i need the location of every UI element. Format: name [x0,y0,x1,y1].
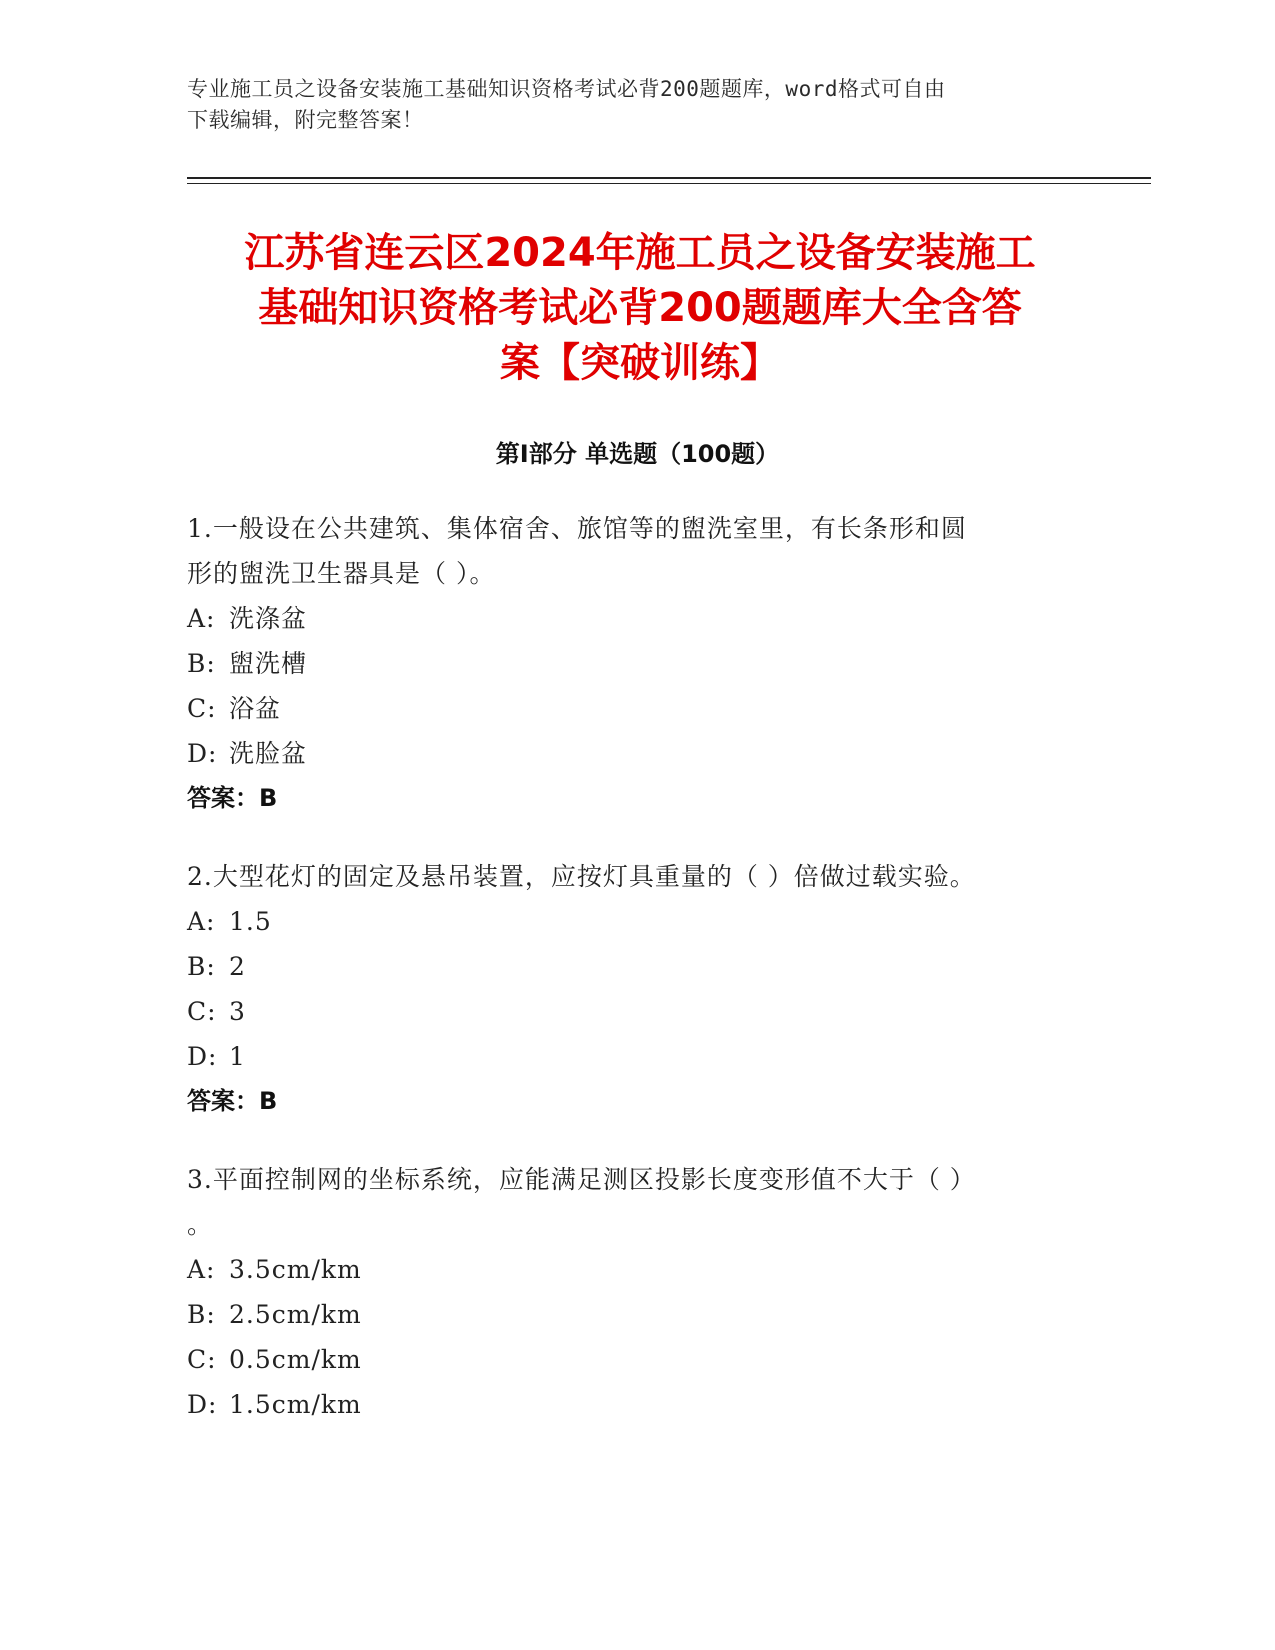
option-text: 洗涤盆 [229,604,308,633]
option-c [187,1337,1067,1382]
option-letter: B: [187,649,216,678]
document-title [160,226,1120,391]
option-a [187,1247,1067,1292]
option-text: 1.5cm/km [229,1390,362,1419]
option-text: 盥洗槽 [229,649,308,678]
question-stem: 2.大型花灯的固定及悬吊装置，应按灯具重量的（ ）倍做过载实验。 [187,862,976,891]
question-stem-continued: 形的盥洗卫生器具是（ ）。 [187,559,496,588]
answer-line: 答案：B [187,784,278,812]
option-text: 1 [229,1042,246,1071]
answer-line: 答案：B [187,1087,278,1115]
option-text: 2 [229,952,246,981]
option-a [187,899,1067,944]
header-note-line-2: 下载编辑，附完整答案！ [187,108,424,132]
document-title-line-1: 江苏省连云区2024年施工员之设备安装施工 [244,230,1036,276]
option-letter: A: [187,1255,216,1284]
option-letter: C: [187,1345,217,1374]
question-2 [187,854,1067,1124]
question-stem: 1.一般设在公共建筑、集体宿舍、旅馆等的盥洗室里，有长条形和圆 [187,514,967,543]
document-title-line-3: 案【突破训练】 [500,340,780,386]
option-c [187,686,1067,731]
option-letter: B: [187,1300,216,1329]
document-title-line-2: 基础知识资格考试必背200题题库大全含答 [258,285,1022,331]
header-rule-thick [187,177,1151,179]
option-text: 3.5cm/km [229,1255,362,1284]
option-letter: D: [187,739,218,768]
option-letter: A: [187,907,216,936]
header-note [187,74,1087,136]
option-letter: D: [187,1042,218,1071]
option-d [187,1034,1067,1079]
option-b [187,641,1067,686]
option-letter: A: [187,604,216,633]
option-text: 浴盆 [229,694,282,723]
option-d [187,1382,1067,1427]
option-c [187,989,1067,1034]
option-letter: D: [187,1390,218,1419]
header-rule-thin [187,183,1151,184]
header-note-line-1: 专业施工员之设备安装施工基础知识资格考试必背200题题库，word格式可自由 [187,77,946,101]
option-a [187,596,1067,641]
option-text: 3 [229,997,246,1026]
question-stem: 3.平面控制网的坐标系统，应能满足测区投影长度变形值不大于（ ） [187,1165,976,1194]
option-letter: C: [187,694,217,723]
option-b [187,1292,1067,1337]
question-3 [187,1157,1067,1427]
option-b [187,944,1067,989]
option-text: 2.5cm/km [229,1300,362,1329]
question-1 [187,506,1067,821]
option-letter: B: [187,952,216,981]
question-stem-continued: 。 [187,1210,214,1239]
option-text: 1.5 [229,907,272,936]
option-text: 洗脸盆 [229,739,308,768]
option-letter: C: [187,997,217,1026]
option-d [187,731,1067,776]
section-heading: 第Ⅰ部分 单选题（100题） [495,440,780,468]
option-text: 0.5cm/km [229,1345,362,1374]
